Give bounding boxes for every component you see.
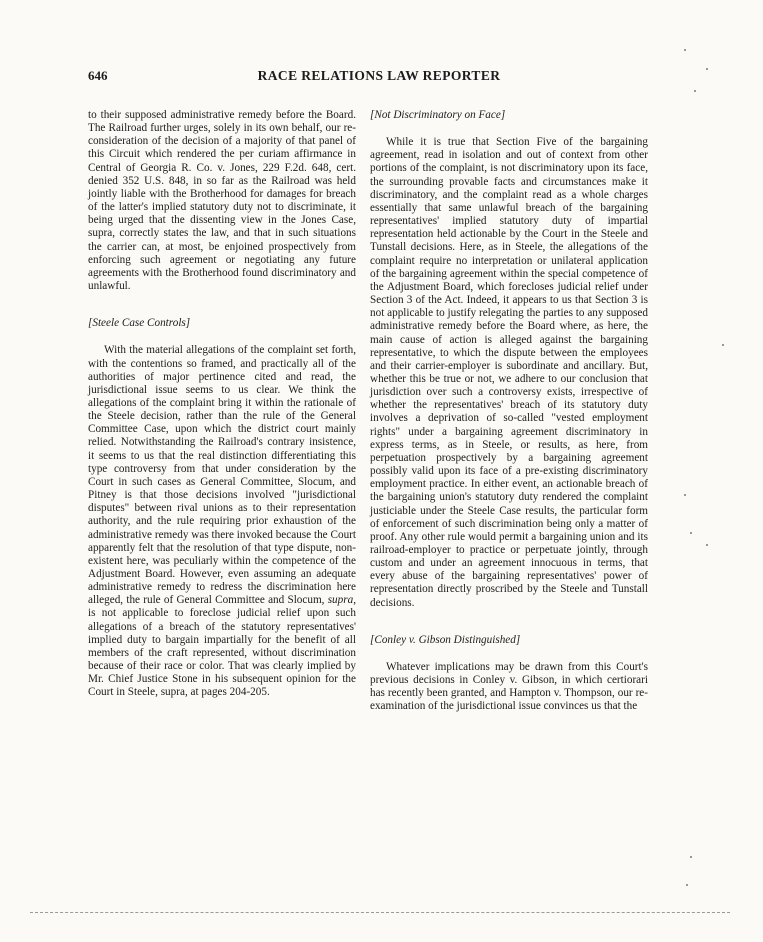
left-column (88, 109, 356, 700)
section-heading-not-discriminatory: [Not Discriminatory on Face] (370, 109, 506, 121)
page-bottom-edge (30, 912, 730, 913)
scan-speck (686, 884, 688, 886)
scan-speck (684, 49, 686, 51)
section-heading-steele: [Steele Case Controls] (88, 317, 191, 330)
scan-speck (706, 544, 708, 546)
scan-speck (684, 494, 686, 496)
scan-speck (694, 90, 696, 92)
right-column (370, 109, 648, 714)
scan-speck (690, 856, 692, 858)
scan-speck (706, 68, 708, 70)
paragraph: While it is true that Section Five of the bargaining agreement, read in isolation and out of context from other portions of the complaint, is not discriminatory upon its face, the surrounding provable facts and circumstances make it discriminatory, and the complaint read as a whole charges essentially that same unlawful breach of the bargaining representatives' implied statutory duty of impartial representation held actionable by the Court in the Steele and Tunstall decisions. Here, as in Steele, the allegations of the complaint require no interpretation or unilateral application of the bargaining agreement within the special competence of the Adjustment Board, which forecloses judicial relief under Section 3 of the Act. Indeed, it appears to us that Section 3 is not applicable to justify relegating the parties to any supposed administrative remedy before the Board where, as here, the main cause of action is alleged against the bargaining representative, to which the dispute between the employees and their carrier-employer is subordinate and ancillary. But, whether this be true or not, we adhere to our conclusion that jurisdiction over such a controversy exists, irrespective of whether the representatives' breach of its statutory duty involves a deprivation of so-called "vested employment rights" under a bargaining agreement discriminatory in express terms, as in Steele, or results, as here, from perpetuation prospectively by a bargaining agreement possibly valid upon its face of a pre-existing discriminatory employment practice. In either event, an actionable breach of the bargaining union's statutory duty rendered the complaint justiciable under the Steele Case results, the particular form of enforcement of such discrimination being only a matter of proof. Any other rule would permit a bargaining union and its railroad-employer to practice or perpetuate jointly, through custom and under an agreement innocuous in terms, that every abuse of the bargaining representatives' power of representation directly proscribed by the Steele and Tunstall decisions. (370, 136, 648, 609)
paragraph-text: , is not applicable to foreclose judicial relief upon such allegations of a breach of the statutory representatives' implied duty to bargain impartially for the benefit of all members of the craft represented, without discrimination because of their race or color. That was clearly implied by Mr. Chief Justice Stone in his subsequent opinion for the Court in Steele, supra, at pages 204-205. (88, 594, 356, 699)
paragraph: Whatever implications may be drawn from this Court's previous decisions in Conley v. Gibson, in which certiorari has recently been granted, and Hampton v. Thompson, our re-examination of the jurisdictional issue convinces us that the (370, 660, 648, 713)
running-header-title: RACE RELATIONS LAW REPORTER (257, 68, 501, 83)
paragraph: to their supposed administrative remedy before the Board. The Railroad further urges, solely in its own behalf, our re-consideration of the decision of a majority of that panel of this Circuit which rendered the per curiam affirmance in Central of Georgia R. Co. v. Jones, 229 F.2d. 648, cert. denied 352 U.S. 848, in so far as the Railroad was held jointly liable with the Brotherhood for damages for breach of the latter's implied statutory duty not to discriminate, it being urged that the dissenting view in the Jones Case, supra, correctly states the law, and that in such situations the carrier can, at most, be enjoined prospectively from enforcing such agreement or negotiating any future agreements with the Brotherhood found discriminatory and unlawful. (88, 109, 356, 293)
italic-citation: supra (327, 594, 354, 607)
paragraph (88, 344, 356, 699)
page-number: 646 (88, 68, 108, 83)
scan-speck (690, 532, 692, 534)
scan-speck (722, 344, 724, 346)
section-heading-conley: [Conley v. Gibson Distinguished] (370, 633, 521, 646)
paragraph-text: With the material allegations of the complaint set forth, with the contentions so framed, and practically all of the authorities of major pertinence cited and read, the jurisdictional issue seems to us clear. We think the allegations of the complaint bring it within the rationale of the Steele decision, rather than the rule of the General Committee Case, upon which the district court mainly relied. Notwithstanding the Railroad's contrary insistence, it seems to us that the real distinction differentiating this type controversy from that under consideration by the Court in such cases as General Committee, Slocum, and Pitney is that those decisions involved "jurisdictional disputes" between rival unions as to their representation authority, and the rule requiring prior exhaustion of the administrative remedy was there invoked because the Court apparently felt that the resolution of that type dispute, non-existent here, was peculiarly within the competence of the Adjustment Board. However, even assuming an adequate administrative remedy to redress the discrimination here alleged, the rule of General Committee and Slocum, (88, 344, 356, 607)
